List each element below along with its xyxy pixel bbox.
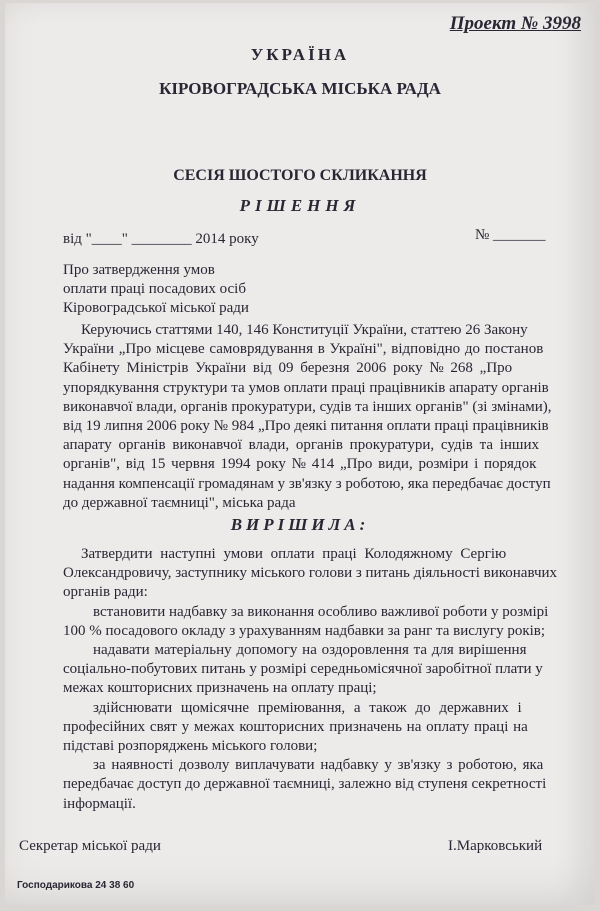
decision-line: соціально-побутових питань у розмірі середньомісячної заробітної плати у (63, 661, 543, 678)
project-number: Проект № 3998 (449, 13, 581, 34)
preamble (63, 321, 583, 513)
council-heading: КІРОВОГРАДСЬКА МІСЬКА РАДА (159, 79, 441, 98)
decision-line: здійснювати щомісячне преміювання, а також до державних і (93, 699, 522, 716)
decision-line: межах кошторисних призначень на оплату праці; (63, 680, 377, 697)
number-line: № _______ (475, 227, 546, 243)
decision-line: Олександровичу, заступнику міського голови з питань діяльності виконавчих (63, 565, 558, 582)
preamble-line: упорядкування структури та умов оплати праці працівників апарату органів (63, 379, 549, 396)
subject-line: Про затвердження умов (63, 262, 215, 278)
preamble-line: органів", від 15 червня 1994 року № 414 „Про види, розміри і порядок (63, 456, 537, 473)
preamble-line: апарату органів виконавчої влади, органів прокуратури, судів та інших (63, 437, 539, 454)
decision-line: передбачає доступ до державної таємниці, залежно від ступеня секретності (63, 776, 547, 793)
decision-line: 100 % посадового окладу з урахуванням надбавки за ранг та вислугу років; (63, 622, 546, 639)
date-line: від "____" ________ 2014 року (63, 231, 259, 247)
preamble-line: Кабінету Міністрів України від 09 березня 2006 року № 268 „Про (63, 360, 513, 377)
decided-heading: ВИРІШИЛА: (230, 515, 370, 534)
preamble-line: Керуючись статтями 140, 146 Конституції України, статтею 26 Закону (81, 322, 528, 338)
session-heading: СЕСІЯ ШОСТОГО СКЛИКАННЯ (173, 167, 427, 184)
decision-line: органів ради: (63, 584, 148, 601)
subject-block (63, 261, 249, 318)
footer-contact: Господарикова 24 38 60 (17, 880, 135, 891)
signature-name: І.Марковський (448, 838, 543, 854)
preamble-line: України „Про місцеве самоврядування в Україні", відповідно до постанов (63, 341, 544, 358)
subject-line: оплати праці посадових осіб (63, 281, 246, 297)
country-heading: УКРАЇНА (250, 45, 350, 64)
document-type-heading: РІШЕННЯ (239, 196, 361, 215)
decision-line: встановити надбавку за виконання особливо важливої роботи у розмірі (93, 603, 549, 620)
decision-body (63, 545, 583, 814)
decision-line: професійних свят у межах кошторисних призначень на оплату праці на (63, 718, 528, 735)
decision-line: інформації. (63, 795, 136, 812)
preamble-line: надання компенсації громадянам у зв'язку з роботою, яка передбачає доступ (63, 475, 551, 492)
decision-line: Затвердити наступні умови оплати праці Колодяжному Сергію (81, 546, 507, 562)
decision-line: за наявності дозволу виплачувати надбавку у зв'язку з роботою, яка (93, 757, 544, 774)
preamble-line: до державної таємниці", міська рада (63, 494, 296, 511)
subject-line: Кіровоградської міської ради (63, 300, 249, 316)
preamble-line: від 19 липня 2006 року № 984 „Про деякі питання оплати праці працівників (63, 418, 549, 435)
preamble-line: виконавчої влади, органів прокуратури, судів та інших органів" (зі змінами), (63, 398, 552, 415)
decision-line: надавати матеріальну допомогу на оздоровлення та для вирішення (93, 642, 527, 659)
signature-title: Секретар міської ради (19, 838, 161, 854)
document-page (5, 3, 595, 905)
decision-line: підставі розпоряджень міського голови; (63, 738, 318, 755)
